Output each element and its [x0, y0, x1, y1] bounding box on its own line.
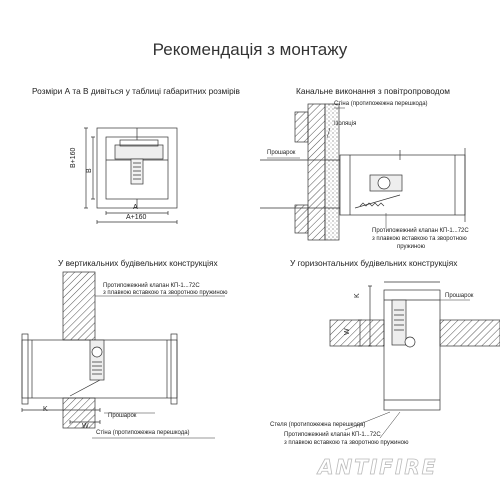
- wall-top: [63, 272, 95, 340]
- p4-valve-label-2: з плавкою вставкою та зворотною пружиною: [284, 440, 409, 446]
- wall: [308, 104, 325, 240]
- valve-body: [340, 155, 465, 215]
- p3-valve-label-2: з плавкою вставкою та зворотною пружиною: [103, 290, 228, 296]
- dim-a160: A+160: [126, 214, 147, 221]
- panel4-caption: У горизонтальних будівельних конструкціях: [290, 258, 458, 268]
- panel1-caption: Розміри А та В дивіться у таблиці габаритних розмірів: [32, 86, 240, 96]
- p2-valve-label-1: Протипожежний клапан КП-1...72С: [372, 228, 469, 234]
- p3-valve-label-1: Протипожежний клапан КП-1...72С: [103, 283, 200, 289]
- panel2-duct-view: [260, 104, 465, 240]
- p4-dim-w: W: [344, 328, 351, 335]
- p3-wall-label: Стіна (протипожежна перешкода): [96, 430, 190, 436]
- p2-gap-label: Прошарок: [267, 150, 296, 156]
- slab-left: [330, 320, 384, 346]
- p2-insulation-label: Ізоляція: [334, 121, 357, 127]
- p4-valve-label-1: Протипожежний клапан КП-1...72С: [284, 432, 381, 438]
- dim-b160: B+160: [70, 147, 77, 168]
- dim-a: A: [133, 204, 138, 211]
- p4-ceiling-label: Стеля (протипожежна перешкода): [270, 422, 366, 428]
- p3-dim-w: W: [82, 423, 89, 430]
- valve-mechanism: [115, 145, 163, 159]
- p2-valve-label-3: пружиною: [397, 244, 426, 250]
- p4-dim-k: K: [354, 293, 361, 298]
- p2-valve-label-2: з плавкою вставкою та зворотною: [372, 236, 467, 242]
- wall-bottom: [63, 398, 95, 428]
- p3-gap-label: Прошарок: [108, 413, 137, 419]
- panel3-caption: У вертикальних будівельних конструкціях: [58, 258, 218, 268]
- p3-dim-k: K: [43, 406, 48, 413]
- page-title: Рекомендація з монтажу: [152, 40, 348, 59]
- p2-wall-label: Стіна (протипожежна перешкода): [334, 101, 428, 107]
- panel2-caption: Канальне виконання з повітропроводом: [296, 86, 450, 96]
- dim-b: B: [86, 168, 93, 173]
- antifire-watermark: ANTIFIRE: [318, 455, 438, 479]
- panel4-horizontal-view: [330, 282, 500, 438]
- panel1-front-view: [84, 128, 177, 224]
- slab-right: [440, 320, 500, 346]
- p4-gap-label: Прошарок: [445, 293, 474, 299]
